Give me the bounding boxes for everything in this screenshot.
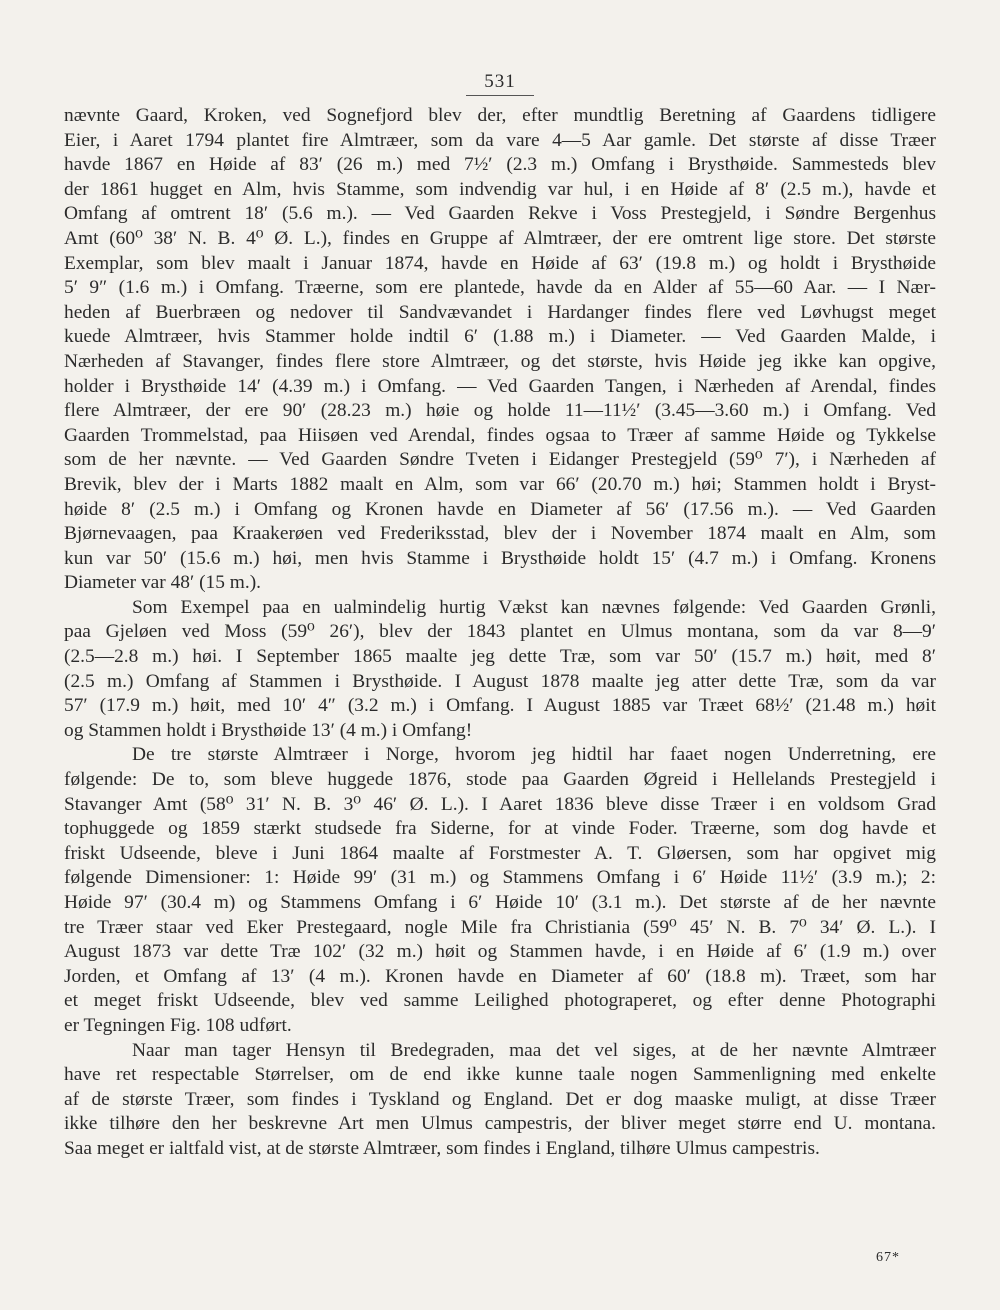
text-line: et meget friskt Udseende, blev ved samme Leilighed photograperet, og efter denne Photographi [64,990,936,1012]
text-line: Jorden, et Omfang af 13′ (4 m.). Kronen havde en Diameter af 60′ (18.8 m). Træet, som har [64,965,936,987]
text-line: høide 8′ (2.5 m.) i Omfang og Kronen havde en Diameter af 56′ (17.56 m.). — Ved Gaarden [64,498,936,520]
text-line: Gaarden Trommelstad, paa Hiisøen ved Arendal, findes ogsaa to Træer af samme Høide og Tykkelse [64,424,936,446]
text-line: som de her nævnte. — Ved Gaarden Søndre Tveten i Eidanger Prestegjeld (59⁰ 7′), i Nærheden af [64,449,936,471]
text-line: følgende: De to, som bleve huggede 1876, stode paa Gaarden Øgreid i Hellelands Prestegjeld i [64,769,936,791]
text-line: havde 1867 en Høide af 83′ (26 m.) med 7½′ (2.3 m.) Omfang i Brysthøide. Sammesteds blev [64,154,936,176]
text-line: Exemplar, som blev maalt i Januar 1874, havde en Høide af 63′ (19.8 m.) og holdt i Brysthøide [64,252,936,274]
text-line: Stavanger Amt (58⁰ 31′ N. B. 3⁰ 46′ Ø. L.). I Aaret 1836 bleve disse Træer i en voldsom Grad [64,793,936,815]
text-line: følgende Dimensioner: 1: Høide 99′ (31 m.) og Stammens Omfang i 6′ Høide 11½′ (3.9 m.); 2: [64,867,936,889]
paragraph [64,1039,936,1162]
text-line: Eier, i Aaret 1794 plantet fire Almtræer, som da vare 4—5 Aar gamle. Det største af disse Træer [64,129,936,151]
text-line: af de største Træer, som findes i Tyskland og England. Det er dog maaske muligt, at disse Træer [64,1088,936,1110]
text-line: 5′ 9″ (1.6 m.) i Omfang. Træerne, som ere plantede, havde da en Alder af 55—60 Aar. — I Nær- [64,277,936,299]
text-line: tre Træer staar ved Eker Prestegaard, nogle Mile fra Christiania (59⁰ 45′ N. B. 7⁰ 34′ Ø. L.). I [64,916,936,938]
page-number: 531 [64,70,936,94]
text-line: tophuggede og 1859 stærkt studsede fra Siderne, for at vinde Foder. Træerne, som dog havde et [64,818,936,840]
text-line: (2.5 m.) Omfang af Stammen i Brysthøide. I August 1878 maalte jeg atter dette Træ, som da var [64,670,936,692]
body-text [64,104,936,1162]
text-line: Naar man tager Hensyn til Bredegraden, maa det vel siges, at de her nævnte Almtræer [132,1039,936,1061]
text-line: have ret respectable Størrelser, om de end ikke kunne taale nogen Sammenligning med enkelte [64,1064,936,1086]
text-line: (2.5—2.8 m.) høi. I September 1865 maalte jeg dette Træ, som var 50′ (15.7 m.) høit, med 8′ [64,646,936,668]
text-line: flere Almtræer, der ere 90′ (28.23 m.) høie og holde 11—11½′ (3.45—3.60 m.) i Omfang. Ved [64,400,936,422]
text-line: kuede Almtræer, hvis Stammer holde indtil 6′ (1.88 m.) i Diameter. — Ved Gaarden Malde, i [64,326,936,348]
text-line: nævnte Gaard, Kroken, ved Sognefjord blev der, efter mundtlig Beretning af Gaardens tidligere [64,105,936,126]
paragraph [64,743,936,1038]
text-line: Brevik, blev der i Marts 1882 maalt en Alm, som var 66′ (20.70 m.) høi; Stammen holdt i Bryst- [64,473,936,495]
text-line: Bjørnevaagen, paa Kraakerøen ved Frederiksstad, blev der i November 1874 maalt en Alm, som [64,523,936,545]
text-line: og Stammen holdt i Brysthøide 13′ (4 m.) i Omfang! [64,719,473,741]
text-line: er Tegningen Fig. 108 udført. [64,1014,292,1036]
text-line: Saa meget er ialtfald vist, at de største Almtræer, som findes i England, tilhøre Ulmus campestris. [64,1137,820,1159]
text-line: Diameter var 48′ (15 m.). [64,572,262,594]
text-line: August 1873 var dette Træ 102′ (32 m.) høit og Stammen havde, i en Høide af 6′ (1.9 m.) over [64,941,936,963]
text-line: kun var 50′ (15.6 m.) høi, men hvis Stamme i Brysthøide holdt 15′ (4.7 m.) i Omfang. Kronens [64,547,936,569]
signature-mark: 67* [876,1250,900,1265]
text-line: Høide 97′ (30.4 m) og Stammens Omfang i 6′ Høide 10′ (3.1 m.). Det største af de her nævnte [64,892,936,913]
text-line: Amt (60⁰ 38′ N. B. 4⁰ Ø. L.), findes en Gruppe af Almtræer, der ere omtrent lige store. Det største [64,227,936,249]
text-line: 57′ (17.9 m.) høit, med 10′ 4″ (3.2 m.) i Omfang. I August 1885 var Træet 68½′ (21.48 m.) høit [64,695,936,717]
paragraph [64,596,936,744]
text-line: der 1861 hugget en Alm, hvis Stamme, som indvendig var hul, i en Høide af 8′ (2.5 m.), havde et [64,178,936,200]
text-line: heden af Buerbræen og nedover til Sandvævandet i Hardanger findes flere ved Løvhugst meget [64,301,936,323]
text-line: De tre største Almtræer i Norge, hvorom jeg hidtil har faaet nogen Underretning, ere [132,744,936,766]
paragraph [64,104,936,596]
text-line: Nærheden af Stavanger, findes flere store Almtræer, og det største, hvis Høide jeg ikke kan opgive, [64,350,936,372]
text-line: Omfang af omtrent 18′ (5.6 m.). — Ved Gaarden Rekve i Voss Prestegjeld, i Søndre Bergenhus [64,203,936,225]
text-line: ikke tilhøre den her beskrevne Art men Ulmus campestris, der bliver meget større end U. montana. [64,1113,936,1135]
text-line: friskt Udseende, bleve i Juni 1864 maalte af Forstmester A. T. Gløersen, som har opgivet mig [64,842,936,864]
text-line: holder i Brysthøide 14′ (4.39 m.) i Omfang. — Ved Gaarden Tangen, i Nærheden af Arendal, findes [64,375,936,397]
text-line: Som Exempel paa en ualmindelig hurtig Vækst kan nævnes følgende: Ved Gaarden Grønli, [132,596,936,618]
text-line: paa Gjeløen ved Moss (59⁰ 26′), blev der 1843 plantet en Ulmus montana, som da var 8—9′ [64,621,936,643]
